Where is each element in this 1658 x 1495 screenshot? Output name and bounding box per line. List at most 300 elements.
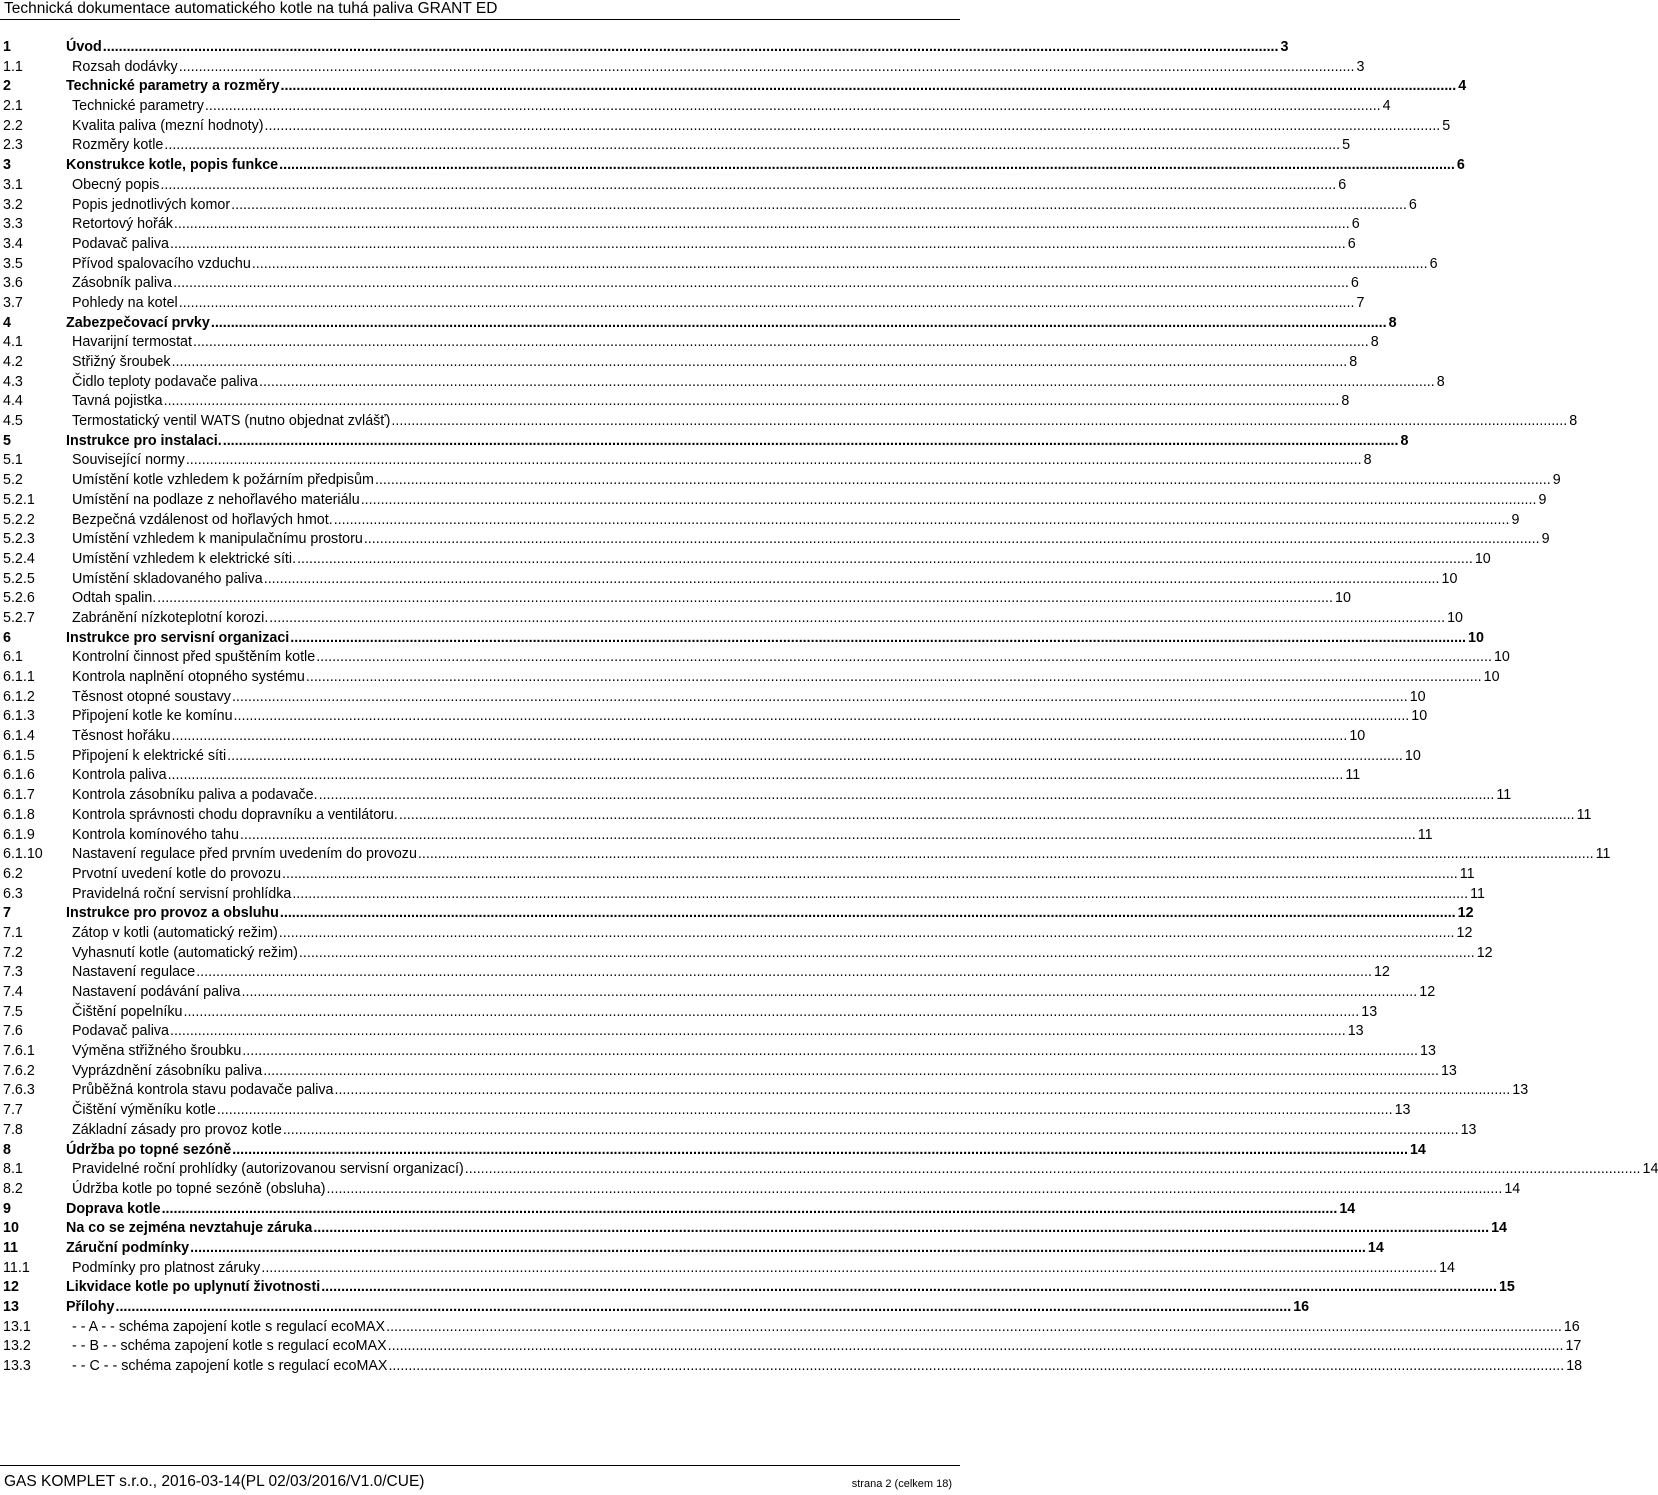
toc-entry-title: Pravidelné roční prohlídky (autorizovanou servisní organizací) [72,1161,464,1178]
toc-leader-dots [318,786,1496,806]
toc-entry-number: 5.2.1 [3,491,35,508]
toc-entry-title: Technické parametry [72,98,204,115]
toc-entry-title: Přílohy [66,1299,115,1315]
toc-leader-dots [262,1062,1440,1082]
toc-entry[interactable] [0,845,1611,865]
toc-entry-page: 10 [1474,550,1491,567]
toc-entry-page: 3 [1356,58,1365,75]
toc-entry-number: 1 [3,39,11,55]
toc-entry-number: 4.5 [3,413,23,430]
toc-entry-number: 2.3 [3,137,23,154]
toc-entry-page: 15 [1498,1279,1515,1296]
toc-entry-number: 6.1.9 [3,826,35,843]
toc-leader-dots [185,451,1363,471]
toc-entry[interactable] [0,117,1451,137]
toc-entry-title: Kontrola správnosti chodu dopravníku a ventilátoru. [72,806,398,823]
toc-entry-page: 12 [1476,944,1493,961]
toc-entry-page: 10 [1349,728,1366,745]
toc-leader-dots [305,668,1483,688]
toc-entry[interactable] [0,274,1359,294]
toc-leader-dots [279,904,1457,924]
toc-entry[interactable] [0,373,1445,393]
toc-entry-page: 11 [1576,806,1592,823]
toc-entry[interactable] [0,176,1347,196]
toc-leader-dots [114,1298,1292,1318]
toc-entry-number: 4.1 [3,334,23,351]
toc-entry[interactable] [0,1062,1457,1082]
toc-entry-page: 11 [1496,787,1512,804]
toc-entry-page: 10 [1483,669,1500,685]
toc-entry[interactable] [0,688,1426,708]
toc-entry-page: 10 [1409,688,1426,705]
toc-entry-title: Čištění výměníku kotle [72,1102,216,1119]
toc-entry-title: Zabránění nízkoteplotní korozi. [72,609,269,626]
toc-entry[interactable] [0,589,1351,609]
toc-entry-page: 11 [1417,826,1433,843]
toc-entry-title: Instrukce pro provoz a obsluhu [66,905,279,922]
toc-leader-dots [210,314,1388,334]
toc-entry[interactable] [0,1180,1521,1200]
toc-leader-dots [239,826,1417,846]
toc-entry-number: 6.1.10 [3,846,43,863]
toc-entry-page: 8 [1569,413,1578,430]
toc-leader-dots [260,1259,1438,1279]
toc-entry-number: 4.3 [3,373,23,390]
toc-leader-dots [172,274,1350,294]
toc-entry-number: 6.1.3 [3,708,35,725]
toc-entry-title: Kvalita paliva (mezní hodnoty) [72,117,264,134]
toc-entry-page: 8 [1370,334,1379,351]
toc-entry[interactable] [0,963,1390,983]
footer-page-number: strana 2 (celkem 18) [851,1478,952,1490]
toc-entry-number: 11.1 [3,1259,30,1276]
toc-entry-title: Podavač paliva [72,235,169,252]
toc-leader-dots [192,333,1370,353]
toc-entry-number: 7.6.1 [3,1043,35,1060]
toc-entry[interactable] [0,570,1458,590]
toc-leader-dots [417,845,1595,865]
toc-entry[interactable] [0,865,1475,885]
toc-entry[interactable] [0,747,1421,767]
toc-entry-number: 13 [3,1299,19,1315]
document-header: Technická dokumentace automatického kotle na tuhá paliva GRANT ED [4,0,498,17]
toc-entry-number: 7.1 [3,924,23,941]
toc-entry[interactable] [0,904,1474,924]
toc-entry-number: 3.7 [3,294,23,311]
toc-entry-number: 6.1.4 [3,728,35,745]
toc-entry[interactable] [0,1121,1477,1141]
toc-entry[interactable] [0,255,1438,275]
toc-leader-dots [204,97,1382,117]
toc-entry-page: 10 [1447,609,1463,626]
toc-entry[interactable] [0,333,1379,353]
toc-entry-page: 16 [1563,1318,1580,1335]
toc-entry-title: Rozsah dodávky [72,58,178,75]
toc-leader-dots [159,176,1337,196]
toc-entry-title: Nastavení regulace před prvním uvedením do provozu [72,846,417,863]
toc-entry[interactable] [0,1101,1411,1121]
toc-leader-dots [333,511,1511,531]
toc-leader-dots [226,747,1404,767]
toc-entry-page: 10 [1441,570,1458,587]
table-of-contents [0,38,1658,1377]
toc-entry[interactable] [0,451,1372,471]
toc-entry-title: Havarijní termostat [72,334,192,351]
toc-entry-title: Kontrolní činnost před spuštěním kotle [72,649,316,666]
toc-leader-dots [251,255,1429,275]
toc-entry-title: Prvotní uvedení kotle do provozu [72,865,282,882]
toc-entry-title: Nastavení regulace [72,964,196,981]
toc-entry-title: Popis jednotlivých komor [72,196,231,213]
toc-leader-dots [374,471,1552,491]
toc-leader-dots [182,1003,1360,1023]
toc-entry[interactable] [0,944,1493,964]
toc-entry-number: 7.6 [3,1023,23,1040]
toc-entry-number: 8.1 [3,1161,23,1178]
toc-entry[interactable] [0,727,1366,747]
toc-leader-dots [333,1081,1511,1101]
toc-leader-dots [312,1219,1490,1239]
toc-entry-title: Připojení k elektrické síti [72,747,227,764]
toc-entry[interactable] [0,983,1436,1003]
toc-entry-number: 6.1.2 [3,688,35,705]
toc-leader-dots [268,609,1446,629]
toc-entry-number: 3.3 [3,216,23,233]
toc-entry-title: Na co se zejména nevztahuje záruka [66,1220,313,1237]
toc-entry-number: 5.2.3 [3,531,35,548]
toc-leader-dots [231,1141,1409,1161]
toc-entry-page: 6 [1350,275,1359,292]
toc-leader-dots [258,373,1436,393]
toc-entry-page: 10 [1493,649,1510,666]
toc-entry[interactable] [0,648,1510,668]
toc-entry-page: 10 [1411,708,1428,725]
toc-leader-dots [178,58,1356,78]
toc-entry-number: 7.4 [3,984,23,1000]
toc-entry-page: 10 [1468,629,1484,646]
toc-entry-page: 6 [1456,157,1465,174]
toc-entry-title: Základní zásady pro provoz kotle [72,1121,282,1138]
toc-entry[interactable] [0,668,1500,688]
toc-leader-dots [169,1022,1347,1042]
toc-entry-title: Související normy [72,452,185,469]
toc-leader-dots [387,1337,1565,1357]
toc-entry-page: 13 [1394,1102,1411,1119]
toc-entry-number: 5.2.5 [3,570,35,587]
toc-entry-page: 11 [1345,767,1361,784]
toc-entry[interactable] [0,432,1409,452]
toc-entry-number: 7.8 [3,1121,23,1138]
toc-entry[interactable] [0,1200,1356,1220]
toc-entry-number: 6.1.7 [3,787,35,804]
toc-entry[interactable] [0,1239,1384,1259]
toc-entry-title: Kontrola komínového tahu [72,826,239,843]
toc-entry[interactable] [0,1337,1582,1357]
toc-leader-dots [464,1160,1642,1180]
toc-entry-title: Průběžná kontrola stavu podavače paliva [72,1082,334,1099]
toc-leader-dots [178,294,1356,314]
toc-entry-title: Likvidace kotle po uplynutí životnosti [66,1279,321,1296]
toc-entry-page: 6 [1347,235,1356,252]
toc-entry[interactable] [0,1259,1456,1279]
toc-entry-number: 4.2 [3,354,23,370]
toc-entry[interactable] [0,412,1578,432]
toc-entry-title: Výměna střižného šroubku [72,1043,242,1060]
toc-entry[interactable] [0,314,1397,334]
toc-entry-title: Úvod [66,39,102,55]
toc-entry-title: Instrukce pro servisní organizaci [66,629,290,646]
toc-entry-title: Doprava kotle [66,1200,161,1217]
toc-entry-page: 8 [1400,432,1409,449]
footer-divider [0,1465,960,1466]
toc-entry-title: Těsnost hořáku [72,728,171,745]
toc-leader-dots [363,530,1541,550]
toc-entry-title: Instrukce pro instalaci. [66,432,222,449]
toc-entry[interactable] [0,156,1465,176]
toc-entry-page: 14 [1504,1180,1521,1197]
toc-entry-title: Zabezpečovací prvky [66,314,210,331]
toc-leader-dots [169,235,1347,255]
toc-entry-number: 5.2.7 [3,609,35,626]
toc-entry-page: 8 [1349,354,1358,370]
toc-leader-dots [298,944,1476,964]
toc-entry-number: 12 [3,1279,19,1296]
toc-entry[interactable] [0,235,1356,255]
toc-entry-title: Údržba kotle po topné sezóně (obsluha) [72,1180,326,1197]
toc-entry-number: 13.1 [3,1318,31,1335]
toc-leader-dots [264,117,1442,137]
toc-entry-title: Zátop v kotli (automatický režim) [72,924,278,941]
toc-entry-title: Připojení kotle ke komínu [72,708,233,725]
toc-entry-page: 6 [1338,176,1347,193]
toc-entry-title: Pravidelná roční servisní prohlídka [72,885,292,902]
toc-entry[interactable] [0,511,1520,531]
toc-entry-title: Kontrola naplnění otopného systému [72,669,305,685]
toc-entry-number: 7 [3,905,11,922]
toc-entry-page: 4 [1458,78,1467,95]
toc-entry[interactable] [0,1081,1529,1101]
toc-entry-title: Technické parametry a rozměry [66,78,280,95]
toc-entry-number: 5.2.6 [3,590,35,607]
toc-entry-number: 3.1 [3,176,23,193]
toc-entry-page: 14 [1409,1141,1426,1158]
header-divider [0,19,960,20]
toc-entry-number: 4.4 [3,393,23,410]
toc-leader-dots [278,156,1456,176]
toc-entry-page: 9 [1541,531,1550,548]
toc-entry[interactable] [0,491,1547,511]
toc-entry[interactable] [0,1357,1583,1377]
toc-entry[interactable] [0,806,1592,826]
toc-entry-title: Retortový hořák [72,216,173,233]
toc-entry-title: Konstrukce kotle, popis funkce [66,157,279,174]
toc-leader-dots [326,1180,1504,1200]
toc-entry-number: 8.2 [3,1180,23,1197]
toc-entry-title: Střižný šroubek [72,354,171,370]
toc-entry-title: Rozměry kotle [72,137,164,154]
toc-entry-title: Vyprázdnění zásobníku paliva [72,1062,263,1079]
toc-entry-page: 10 [1335,590,1351,607]
toc-leader-dots [360,491,1538,511]
toc-entry[interactable] [0,471,1561,491]
toc-leader-dots [233,707,1411,727]
toc-entry-number: 3.4 [3,235,23,252]
toc-leader-dots [387,1357,1565,1377]
toc-entry-page: 9 [1552,472,1561,489]
toc-entry-page: 11 [1470,885,1485,902]
toc-entry-page: 13 [1361,1003,1378,1020]
toc-leader-dots [163,136,1341,156]
toc-entry[interactable] [0,629,1484,649]
toc-entry-page: 6 [1351,216,1360,233]
toc-entry[interactable] [0,1141,1426,1161]
toc-leader-dots [163,392,1341,412]
toc-leader-dots [320,1278,1498,1298]
toc-entry[interactable] [0,353,1358,373]
toc-entry-page: 12 [1456,924,1473,941]
toc-leader-dots [230,196,1408,216]
toc-entry[interactable] [0,136,1351,156]
toc-entry-page: 4 [1382,98,1391,115]
toc-entry-number: 2 [3,78,11,95]
toc-entry[interactable] [0,924,1473,944]
toc-entry-number: 3.2 [3,196,23,213]
toc-entry-title: Těsnost otopné soustavy [72,688,231,705]
toc-entry-page: 13 [1420,1043,1436,1060]
toc-entry-number: 6.1.6 [3,767,35,784]
toc-leader-dots [222,432,1400,452]
toc-entry-number: 6.1.8 [3,806,35,823]
toc-entry-page: 12 [1457,905,1474,922]
toc-entry[interactable] [0,392,1350,412]
toc-entry[interactable] [0,1278,1515,1298]
toc-entry-number: 7.5 [3,1003,23,1020]
toc-leader-dots [278,924,1456,944]
toc-entry-number: 7.2 [3,944,23,961]
toc-entry-number: 6.1.1 [3,669,35,685]
toc-entry[interactable] [0,38,1289,58]
toc-entry-number: 4 [3,314,11,331]
toc-entry-title: Přívod spalovacího vzduchu [72,255,251,272]
toc-entry-title: Bezpečná vzdálenost od hořlavých hmot. [72,511,333,528]
toc-entry-number: 13.2 [3,1338,31,1355]
toc-entry[interactable] [0,826,1433,846]
toc-entry-page: 14 [1367,1239,1384,1256]
toc-entry-title: Kontrola zásobníku paliva a podavače. [72,787,318,804]
toc-entry[interactable] [0,550,1491,570]
toc-leader-dots [195,963,1373,983]
toc-entry-number: 2.2 [3,117,23,134]
toc-entry-title: Nastavení podávání paliva [72,984,241,1000]
toc-entry[interactable] [0,766,1361,786]
toc-entry-page: 7 [1356,294,1365,311]
toc-entry-page: 3 [1280,39,1289,55]
toc-entry-number: 6.1.5 [3,747,35,764]
toc-entry[interactable] [0,786,1512,806]
toc-entry-title: Vyhasnutí kotle (automatický režim) [72,944,298,961]
toc-entry[interactable] [0,1160,1658,1180]
toc-entry-page: 10 [1404,747,1421,764]
toc-entry[interactable] [0,1003,1378,1023]
toc-entry-page: 8 [1341,393,1350,410]
toc-entry-title: Kontrola paliva [72,767,167,784]
toc-entry-page: 14 [1339,1200,1356,1217]
toc-entry-number: 11 [3,1239,19,1256]
toc-entry-title: Podavač paliva [72,1023,169,1040]
toc-entry-number: 10 [3,1220,19,1237]
toc-entry-title: Termostatický ventil WATS (nutno objednat zvlášť) [72,413,391,430]
toc-entry[interactable] [0,707,1428,727]
toc-entry-title: Umístění skladovaného paliva [72,570,263,587]
toc-entry[interactable] [0,609,1463,629]
toc-leader-dots [289,629,1467,649]
toc-entry-page: 16 [1293,1299,1310,1315]
toc-leader-dots [390,412,1568,432]
toc-entry[interactable] [0,215,1360,235]
toc-entry-number: 13.3 [3,1358,31,1375]
toc-entry-title: Obecný popis [72,176,160,193]
toc-entry-page: 13 [1440,1062,1457,1079]
toc-entry-page: 9 [1511,511,1520,528]
toc-entry-title: Zásobník paliva [72,275,173,292]
toc-entry[interactable] [0,1298,1310,1318]
toc-entry-number: 8 [3,1141,11,1158]
toc-entry-number: 7.3 [3,964,23,981]
toc-entry-page: 12 [1419,984,1436,1000]
toc-leader-dots [173,215,1351,235]
toc-entry-page: 13 [1347,1023,1364,1040]
toc-entry-number: 6.3 [3,885,23,902]
toc-leader-dots [167,766,1345,786]
toc-entry-page: 8 [1363,452,1372,469]
toc-leader-dots [315,648,1493,668]
toc-entry-title: Umístění vzhledem k manipulačnímu prostoru [72,531,363,548]
toc-entry-number: 7.7 [3,1102,23,1119]
toc-leader-dots [231,688,1409,708]
toc-entry[interactable] [0,77,1467,97]
toc-leader-dots [156,589,1334,609]
toc-entry[interactable] [0,294,1365,314]
toc-leader-dots [216,1101,1394,1121]
toc-entry-title: Odtah spalin. [72,590,157,607]
toc-entry-title: Záruční podmínky [66,1239,190,1256]
toc-entry-title: - - A - - schéma zapojení kotle s regulací ecoMAX [72,1318,386,1335]
toc-entry-number: 9 [3,1200,11,1217]
toc-entry-number: 3 [3,157,11,174]
toc-entry[interactable] [0,1022,1364,1042]
toc-entry[interactable] [0,1318,1580,1338]
toc-entry[interactable] [0,1219,1507,1239]
toc-entry[interactable] [0,97,1391,117]
toc-leader-dots [296,550,1474,570]
toc-entry-number: 2.1 [3,98,23,115]
toc-entry-page: 6 [1408,196,1417,213]
toc-entry-title: Podmínky pro platnost záruky [72,1259,261,1276]
toc-entry-number: 7.6.2 [3,1062,35,1079]
toc-entry[interactable] [0,885,1485,905]
toc-entry-number: 1.1 [3,58,23,75]
toc-leader-dots [282,1121,1460,1141]
toc-entry[interactable] [0,196,1417,216]
toc-entry[interactable] [0,58,1365,78]
toc-entry[interactable] [0,530,1550,550]
toc-entry[interactable] [0,1042,1436,1062]
toc-entry-number: 5 [3,432,11,449]
toc-entry-page: 13 [1460,1121,1477,1138]
toc-leader-dots [291,885,1469,905]
toc-entry-page: 9 [1538,491,1547,508]
toc-entry-page: 17 [1565,1338,1582,1355]
